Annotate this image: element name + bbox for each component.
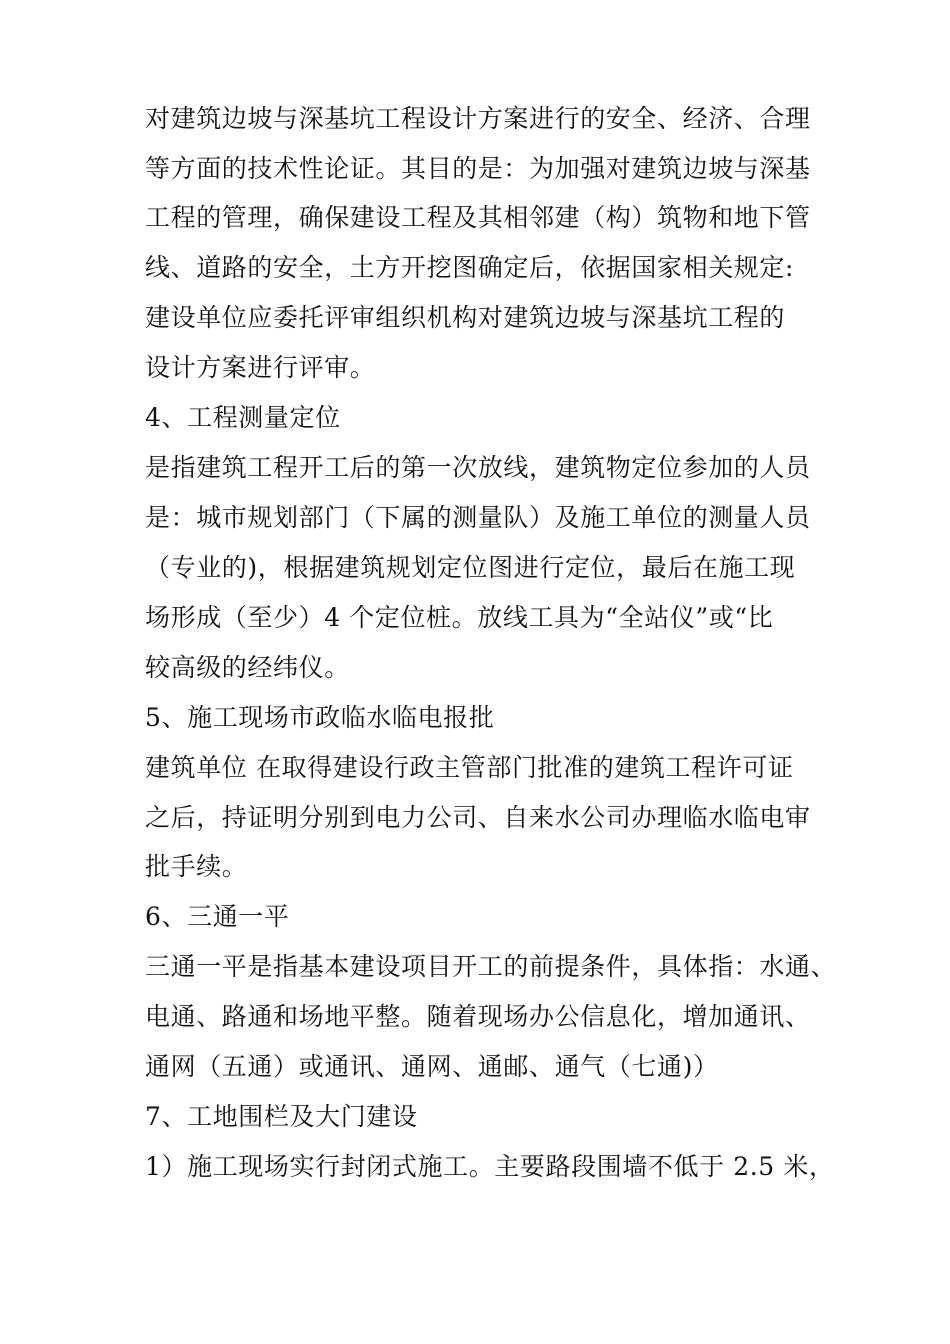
- body-text-line: 之后，持证明分别到电力公司、自来水公司办理临水临电审: [145, 803, 811, 832]
- body-text-line: 对建筑边坡与深基坑工程设计方案进行的安全、经济、合理: [145, 104, 811, 133]
- body-text-line: 场形成（至少）4 个定位桩。放线工具为“全站仪”或“比: [145, 603, 774, 632]
- body-text-line: 建筑单位 在取得建设行政主管部门批准的建筑工程许可证: [145, 753, 794, 782]
- body-text-line: 较高级的经纬仪。: [145, 653, 350, 682]
- body-text-line: 是：城市规划部门（下属的测量队）及施工单位的测量人员: [145, 503, 811, 532]
- section-heading: 7、工地围栏及大门建设: [145, 1102, 418, 1131]
- body-text-line: 是指建筑工程开工后的第一次放线，建筑物定位参加的人员: [145, 453, 811, 482]
- section-heading: 5、施工现场市政临水临电报批: [145, 703, 495, 732]
- body-text-line: 通网（五通）或通讯、通网、通邮、通气（七通)）: [145, 1052, 719, 1081]
- section-heading: 4、工程测量定位: [145, 403, 341, 432]
- body-text-line: 1）施工现场实行封闭式施工。主要路段围墙不低于 2.5 米，: [145, 1152, 835, 1181]
- section-heading: 6、三通一平: [145, 902, 290, 931]
- body-text-line: （专业的)，根据建筑规划定位图进行定位，最后在施工现: [145, 553, 796, 582]
- body-text-line: 线、道路的安全，土方开挖图确定后，依据国家相关规定:: [145, 253, 795, 282]
- body-text-line: 等方面的技术性论证。其目的是：为加强对建筑边坡与深基: [145, 154, 811, 183]
- body-text-line: 电通、路通和场地平整。随着现场办公信息化，增加通讯、: [145, 1002, 811, 1031]
- body-text-line: 三通一平是指基本建设项目开工的前提条件，具体指：水通、: [145, 952, 837, 981]
- body-text-line: 建设单位应委托评审组织机构对建筑边坡与深基坑工程的: [145, 303, 786, 332]
- body-text-line: 设计方案进行评审。: [145, 353, 376, 382]
- body-text-line: 批手续。: [145, 852, 248, 881]
- body-text-line: 工程的管理，确保建设工程及其相邻建（构）筑物和地下管: [145, 203, 811, 232]
